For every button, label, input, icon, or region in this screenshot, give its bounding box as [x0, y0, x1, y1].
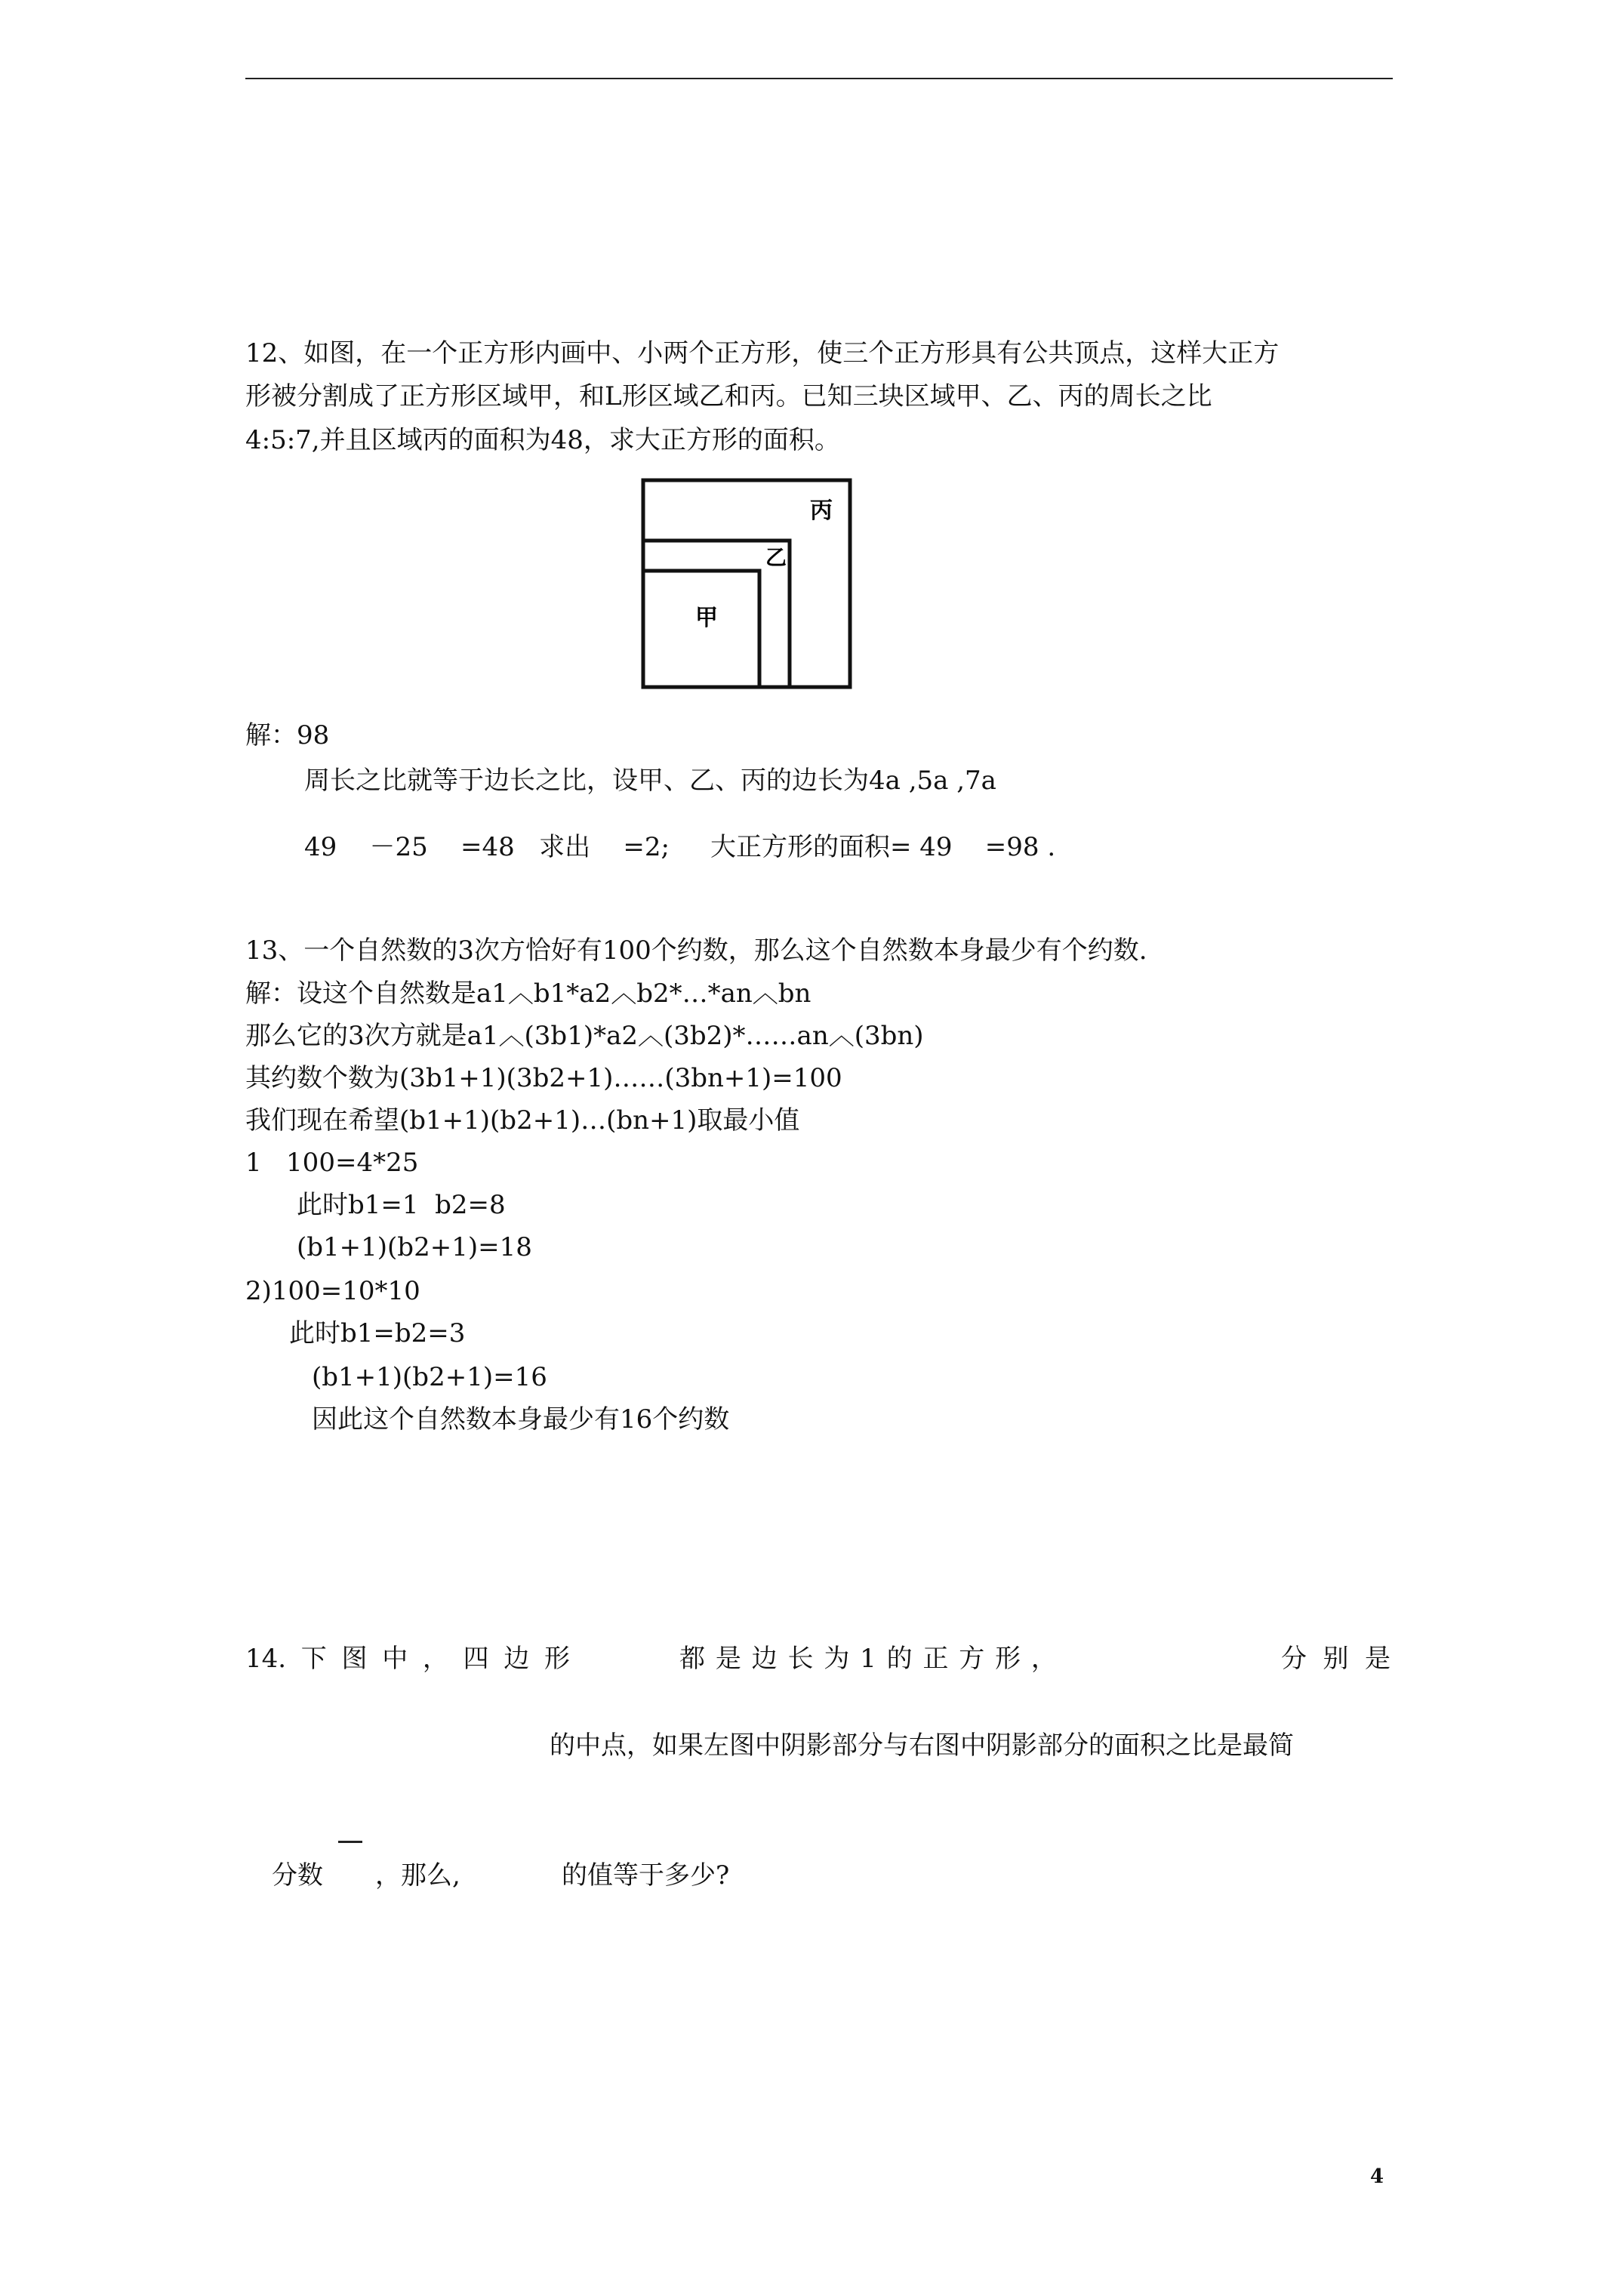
char: 边 — [751, 1644, 778, 1674]
char: 都 — [679, 1644, 705, 1674]
nested-squares-figure — [634, 476, 861, 695]
solution-13-line-10: (b1+1)(b2+1)=16 — [312, 1362, 547, 1392]
solution-13-line-4: 我们现在希望(b1+1)(b2+1)…(bn+1)取最小值 — [245, 1105, 800, 1136]
char: 边 — [504, 1644, 530, 1674]
problem-12-line-2: 形被分割成了正方形区域甲，和L形区域乙和丙。已知三块区域甲、乙、丙的周长之比 — [245, 381, 1212, 411]
header-rule — [245, 78, 1393, 79]
problem-14-number: 14. — [245, 1644, 287, 1674]
char: 方 — [959, 1644, 985, 1674]
char: 是 — [715, 1644, 741, 1674]
solution-12-line-2: 49 －25 =48 求出 =2; 大正方形的面积= 49 =98 . — [304, 832, 1056, 862]
solution-12-line-1: 周长之比就等于边长之比，设甲、乙、丙的边长为4a ,5a ,7a — [304, 766, 996, 796]
label-bing: 丙 — [810, 498, 833, 524]
problem-14-line-3-b: ，那么, — [375, 1860, 460, 1891]
label-yi: 乙 — [765, 545, 787, 570]
solution-13-line-11: 因此这个自然数本身最少有16个约数 — [312, 1404, 730, 1435]
char: 中 — [382, 1644, 408, 1674]
page-number: 4 — [1370, 2165, 1384, 2188]
char: 下 — [300, 1644, 327, 1674]
char: ， — [1030, 1644, 1057, 1674]
problem-12-line-3: 4:5:7,并且区域丙的面积为48，求大正方形的面积。 — [245, 425, 840, 455]
char: 形 — [995, 1644, 1021, 1674]
solution-13-line-7: (b1+1)(b2+1)=18 — [297, 1232, 532, 1262]
char: 分 — [1281, 1644, 1307, 1674]
solution-13-line-5: 1 100=4*25 — [245, 1148, 419, 1178]
problem-14-line-2: 的中点，如果左图中阴影部分与右图中阴影部分的面积之比是最简 — [550, 1730, 1294, 1761]
solution-13-line-3: 其约数个数为(3b1+1)(3b2+1)……(3bn+1)=100 — [245, 1063, 842, 1093]
problem-12-line-1: 12、如图，在一个正方形内画中、小两个正方形，使三个正方形具有公共顶点，这样大正方 — [245, 338, 1280, 368]
problem-14-line-1-part-a — [245, 1642, 570, 1675]
solution-13-line-9: 此时b1=b2=3 — [289, 1318, 466, 1348]
char: 形 — [544, 1644, 570, 1674]
char: 四 — [463, 1644, 489, 1674]
problem-14-line-3-c: 的值等于多少? — [562, 1860, 730, 1891]
char: 是 — [1365, 1644, 1390, 1674]
char: 1 — [860, 1644, 876, 1674]
solution-12-answer: 解：98 — [245, 720, 330, 750]
problem-14-line-1-part-c — [1281, 1642, 1390, 1675]
fraction-bar — [338, 1841, 362, 1843]
label-jia: 甲 — [695, 605, 718, 631]
solution-13-line-2: 那么它的3次方就是a1︿(3b1)*a2︿(3b2)*……an︿(3bn) — [245, 1021, 924, 1051]
char: 长 — [787, 1644, 814, 1674]
char: 别 — [1323, 1644, 1349, 1674]
solution-13-line-1: 解：设这个自然数是a1︿b1*a2︿b2*…*an︿bn — [245, 978, 812, 1009]
char: 正 — [922, 1644, 949, 1674]
solution-13-line-6: 此时b1=1 b2=8 — [297, 1190, 506, 1220]
char: 为 — [824, 1644, 850, 1674]
char: ， — [422, 1644, 448, 1674]
problem-14-line-1-part-b — [679, 1642, 1057, 1675]
char: 图 — [341, 1644, 368, 1674]
char: 的 — [886, 1644, 913, 1674]
problem-13-question: 13、一个自然数的3次方恰好有100个约数，那么这个自然数本身最少有个约数. — [245, 935, 1147, 966]
problem-14-line-3-a: 分数 — [272, 1860, 323, 1891]
solution-13-line-8: 2)100=10*10 — [245, 1276, 420, 1306]
